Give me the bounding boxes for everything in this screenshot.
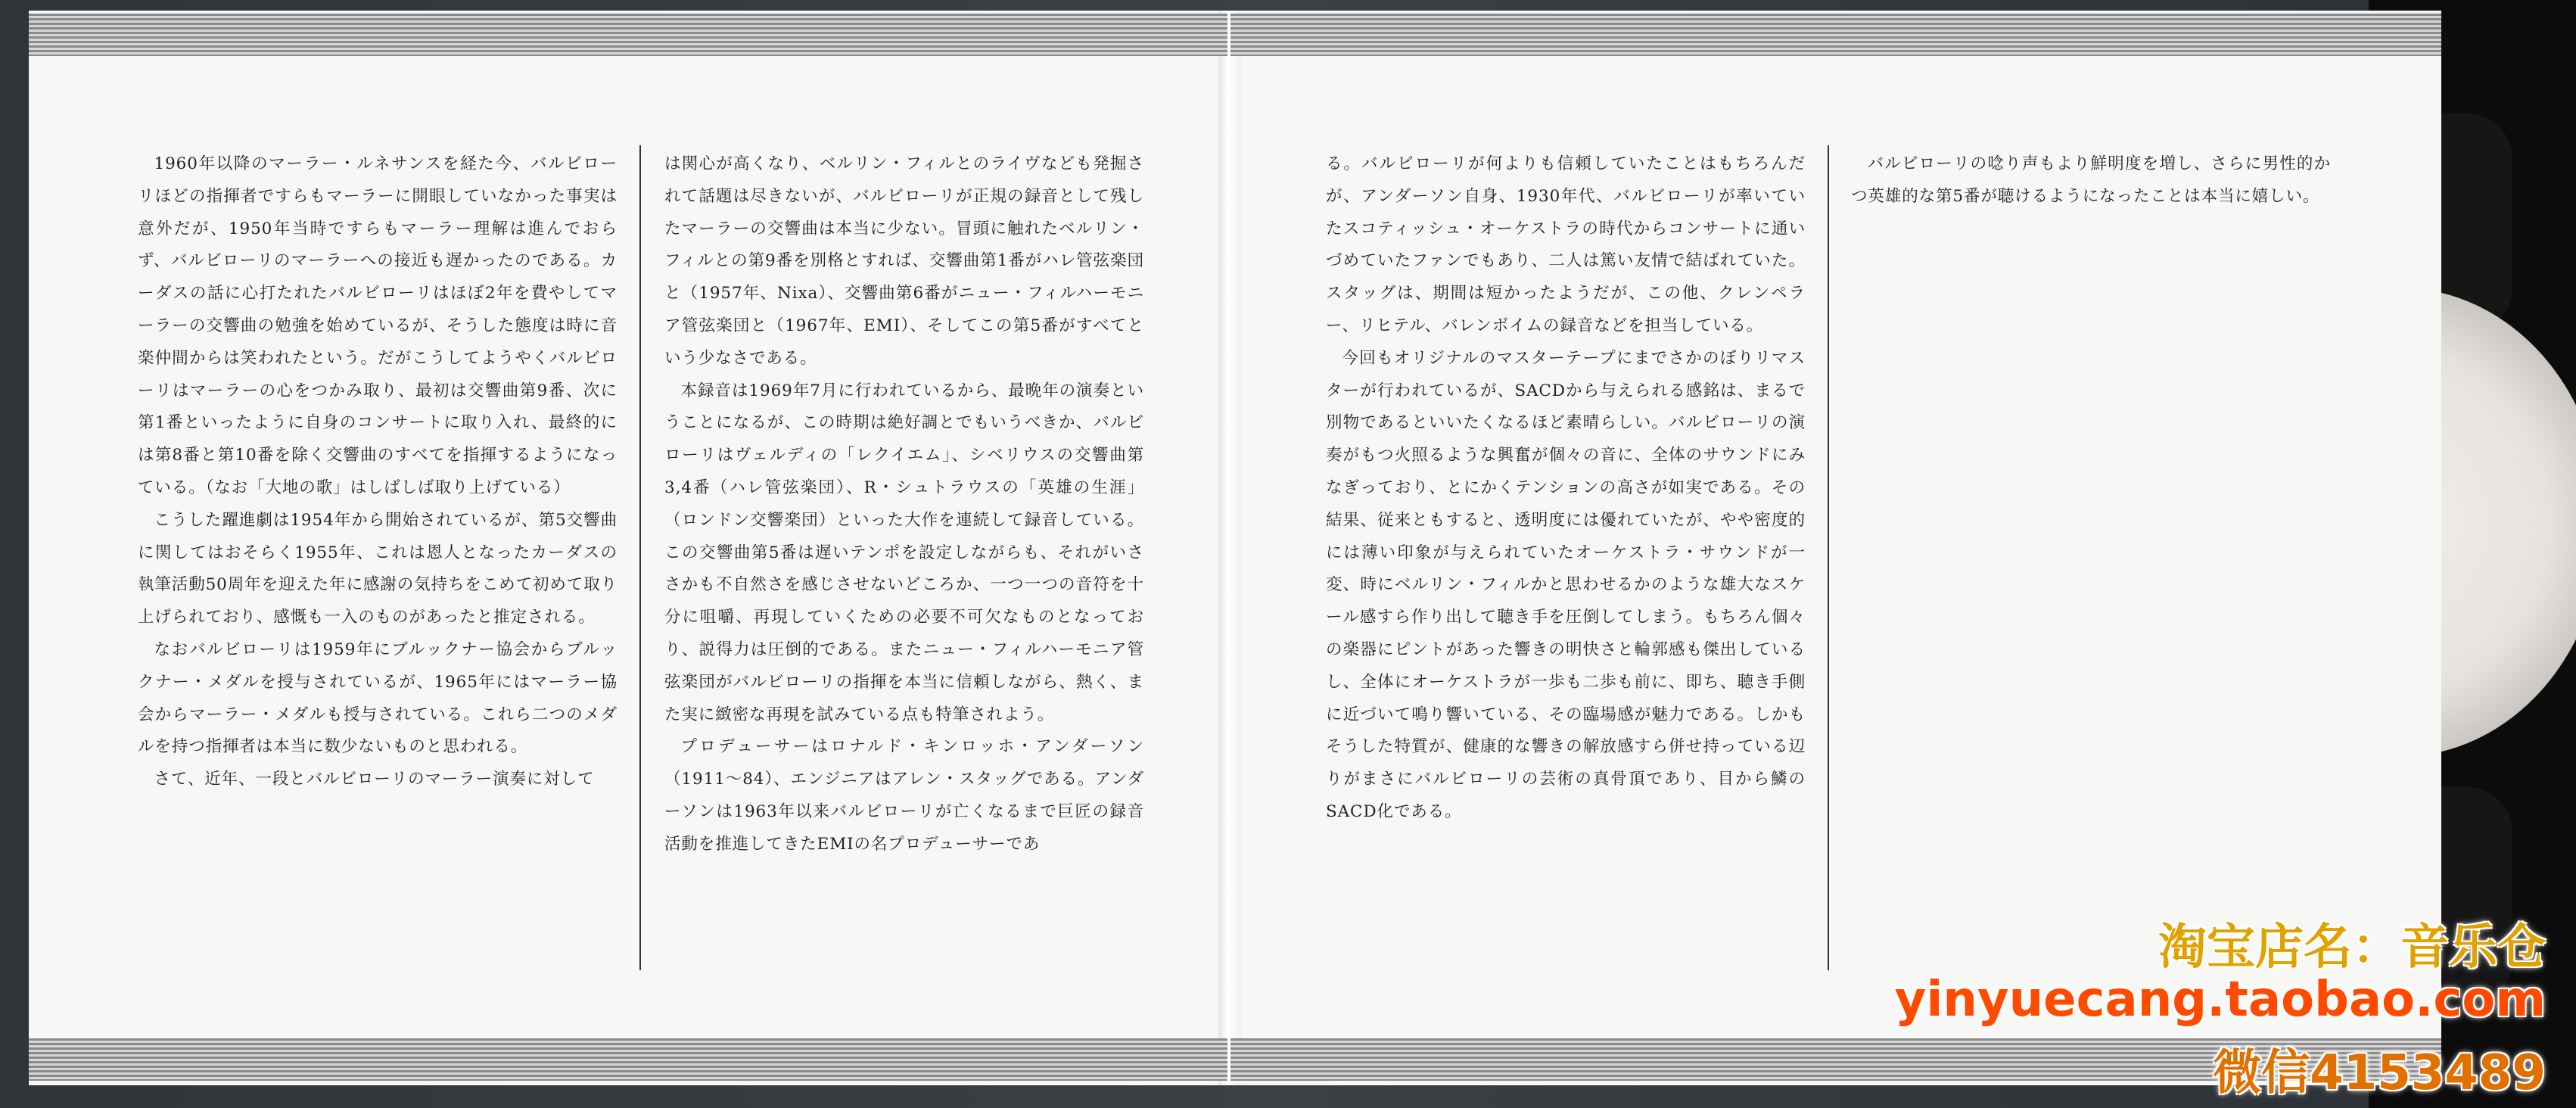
paragraph: 本録音は1969年7月に行われているから、最晩年の演奏ということになるが、この時期は絶好調とでもいうべきか、バルビローリはヴェルディの「レクイエム」、シベリウスの交響曲第3,4番（ハレ管弦楽団）、R・シュトラウスの「英雄の生涯」（ロンドン交響楽団）といった大作を連続して録音している。この交響曲第5番は遅いテンポを設定しながらも、それがいささかも不自然さを感じさせないどころか、一つ一つの音符を十分に咀嚼、再現していくための必要不可欠なものとなっており、説得力は圧倒的である。またニュー・フィルハーモニア管弦楽団がバルビローリの指揮を本当に信頼しながら、熱く、また実に緻密な再現を試みている点も特筆されよう。 bbox=[664, 381, 1144, 724]
paragraph: さて、近年、一段とバルビローリのマーラー演奏に対して bbox=[154, 770, 595, 789]
paragraph: は関心が高くなり、ベルリン・フィルとのライヴなども発掘されて話題は尽きないが、バルビローリが正規の録音として残したマーラーの交響曲は本当に少ない。冒頭に触れたベルリン・フィルとの第9番を別格とすれば、交響曲第1番がハレ管弦楽団と（1957年、Nixa）、交響曲第6番がニュー・フィルハーモニア管弦楽団と（1967年、EMI）、そしてこの第5番がすべてという少なさである。 bbox=[664, 154, 1144, 368]
watermark-shop-name: 淘宝店名：音乐仓 bbox=[2158, 920, 2546, 976]
text-column-1 bbox=[138, 148, 618, 796]
watermark-url: yinyuecang.taobao.com bbox=[1894, 972, 2546, 1028]
watermark-wechat: 微信4153489 bbox=[2213, 1045, 2546, 1101]
decorative-band-top-right bbox=[1230, 14, 2441, 56]
text-column-3 bbox=[1326, 148, 1806, 829]
text-column-4 bbox=[1851, 148, 2331, 213]
booklet-spine bbox=[1218, 11, 1241, 1085]
paragraph: る。バルビローリが何よりも信頼していたことはもちろんだが、アンダーソン自身、1930年代、バルビローリが率いていたスコティッシュ・オーケストラの時代からコンサートに通いづめていたファンでもあり、二人は篤い友情で結ばれていた。スタッグは、期間は短かったようだが、この他、クレンペラー、リヒテル、バレンボイムの録音などを担当している。 bbox=[1326, 154, 1806, 335]
paragraph: 1960年以降のマーラー・ルネサンスを経た今、バルビローリほどの指揮者ですらもマーラーに開眼していなかった事実は意外だが、1950年当時ですらもマーラー理解は進んでおらず、バルビローリのマーラーへの接近も遅かったのである。カーダスの話に心打たれたバルビローリはほぼ2年を費やしてマーラーの交響曲の勉強を始めているが、そうした態度は時に音楽仲間からは笑われたという。だがこうしてようやくバルビローリはマーラーの心をつかみ取り、最初は交響曲第9番、次に第1番といったように自身のコンサートに取り入れ、最終的には第8番と第10番を除く交響曲のすべてを指揮するようになっている。（なお「大地の歌」はしばしば取り上げている） bbox=[138, 154, 618, 497]
text-column-2 bbox=[664, 148, 1144, 861]
column-divider-right bbox=[1828, 145, 1829, 970]
paragraph: こうした躍進劇は1954年から開始されているが、第5交響曲に関してはおそらく1955年、これは恩人となったカーダスの執筆活動50周年を迎えた年に感謝の気持ちをこめて初めて取り上げられており、感慨も一入のものがあったと推定される。 bbox=[138, 510, 618, 627]
paragraph: なおバルビローリは1959年にブルックナー協会からブルックナー・メダルを授与されているが、1965年にはマーラー協会からマーラー・メダルも授与されている。これら二つのメダルを持つ指揮者は本当に数少ないものと思われる。 bbox=[138, 640, 618, 757]
paragraph: 今回もオリジナルのマスターテープにまでさかのぼりリマスターが行われているが、SACDから与えられる感銘は、まるで別物であるといいたくなるほど素晴らしい。バルビローリの演奏がもつ火照るような興奮が個々の音に、全体のサウンドにみなぎっており、とにかくテンションの高さが如実である。その結果、従来ともすると、透明度には優れていたが、やや密度的には薄い印象が与えられていたオーケストラ・サウンドが一変、時にベルリン・フィルかと思わせるかのような雄大なスケール感すら作り出して聴き手を圧倒してしまう。もちろん個々の楽器にピントがあった響きの明快さと輪郭感も傑出しているし、全体にオーケストラが一歩も二歩も前に、即ち、聴き手側に近づいて鳴り響いている、その臨場感が魅力である。しかもそうした特質が、健康的な響きの解放感すら併せ持っている辺りがまさにバルビローリの芸術の真骨頂であり、目から鱗のSACD化である。 bbox=[1326, 348, 1806, 821]
column-divider-left bbox=[639, 145, 641, 970]
paragraph: バルビローリの唸り声もより鮮明度を増し、さらに男性的かつ英雄的な第5番が聴けるようになったことは本当に嬉しい。 bbox=[1851, 154, 2331, 206]
paragraph: プロデューサーはロナルド・キンロッホ・アンダーソン（1911～84）、エンジニアはアレン・スタッグである。アンダーソンは1963年以来バルビローリが亡くなるまで巨匠の録音活動を推進してきたEMIの名プロデューサーであ bbox=[664, 737, 1144, 854]
decorative-band-bottom-left bbox=[29, 1038, 1227, 1081]
decorative-band-top-left bbox=[29, 14, 1227, 56]
